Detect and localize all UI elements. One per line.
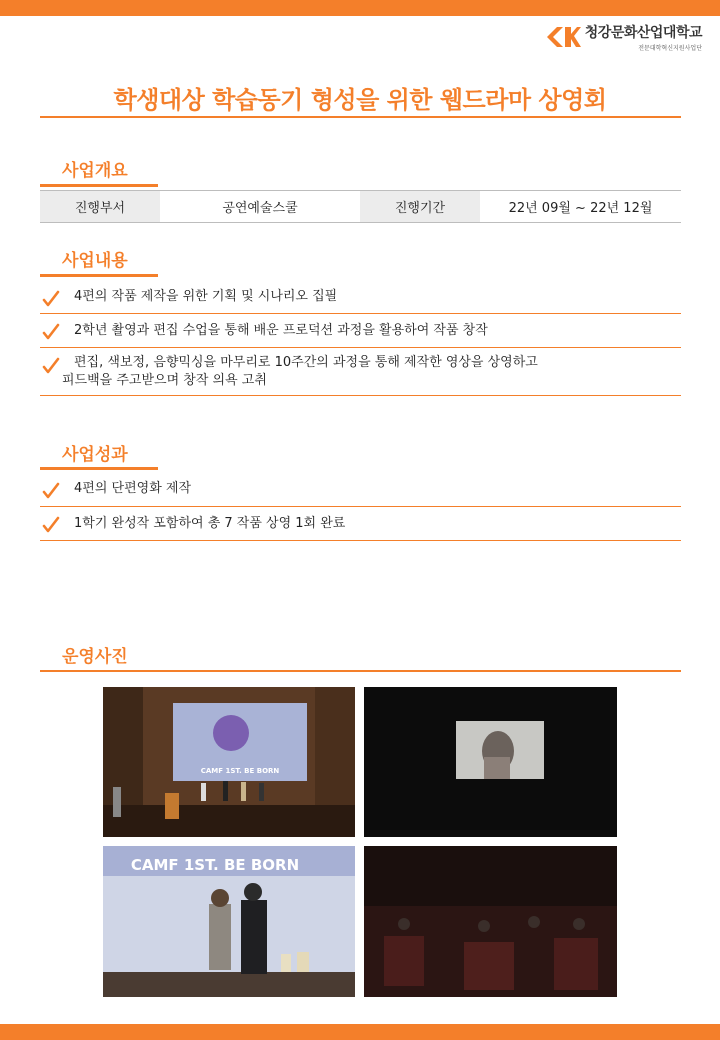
section-results-heading <box>40 440 158 465</box>
overview-table <box>40 190 681 223</box>
photos-divider <box>40 670 681 672</box>
check-icon <box>42 323 60 341</box>
section-content-heading <box>40 246 158 271</box>
photo-audience <box>364 846 617 997</box>
section-results-label: 사업성과 <box>62 445 128 465</box>
university-logo <box>543 22 702 52</box>
logo-subtitle: 전문대학혁신지원사업단 <box>638 45 702 52</box>
list-item <box>40 507 681 541</box>
photo-screening-closeup <box>364 687 617 837</box>
stage-photo-image <box>103 687 355 837</box>
award-photo-image <box>103 846 355 997</box>
audience-photo-image <box>364 846 617 997</box>
dept-value: 공연예술스쿨 <box>222 201 298 216</box>
photo-award-handover <box>103 846 355 997</box>
item-text: 1학기 완성작 포함하여 총 7 작품 상영 1회 완료 <box>74 516 346 531</box>
screen-text: CAMF 1ST. BE BORN <box>200 767 280 775</box>
item-text-line2: 피드백을 주고받으며 창작 의욕 고취 <box>62 373 267 388</box>
screen-text: CAMF 1ST. BE BORN <box>130 856 300 874</box>
section-content-label: 사업내용 <box>62 251 128 271</box>
period-label: 진행기간 <box>360 191 480 222</box>
dept-label: 진행부서 <box>40 191 160 222</box>
item-text: 4편의 단편영화 제작 <box>74 481 191 496</box>
list-item <box>40 314 681 348</box>
content-list <box>40 282 681 396</box>
page-title: 학생대상 학습동기 형성을 위한 웹드라마 상영회 <box>113 86 607 114</box>
check-icon <box>42 290 60 308</box>
section-photos-label: 운영사진 <box>62 647 128 667</box>
section-underline <box>40 467 158 470</box>
list-item <box>40 474 681 507</box>
item-text: 2학년 촬영과 편집 수업을 통해 배운 프로덕션 과정을 활용하여 작품 창작 <box>74 323 488 338</box>
list-item <box>40 282 681 314</box>
results-list <box>40 474 681 541</box>
top-accent-bar <box>0 0 720 16</box>
period-value: 22년 09월 ~ 22년 12월 <box>508 201 653 216</box>
section-underline <box>40 184 158 187</box>
logo-name: 청강문화산업대학교 <box>584 25 702 41</box>
title-divider <box>40 116 681 118</box>
check-icon <box>42 516 60 534</box>
screening-photo-image <box>364 687 617 837</box>
check-icon <box>42 482 60 500</box>
section-photos-heading <box>40 642 158 667</box>
bottom-accent-bar <box>0 1024 720 1040</box>
section-underline <box>40 274 158 277</box>
list-item <box>40 348 681 396</box>
photo-stage-presentation <box>103 687 355 837</box>
photo-grid <box>103 687 617 997</box>
section-overview-label: 사업개요 <box>62 161 128 181</box>
section-overview-heading <box>40 156 158 181</box>
item-text: 편집, 색보정, 음향믹싱을 마무리로 10주간의 과정을 통해 제작한 영상을 상영하고 <box>74 355 538 370</box>
ck-logo-icon <box>543 25 581 49</box>
item-text: 4편의 작품 제작을 위한 기획 및 시나리오 집필 <box>74 289 338 304</box>
check-icon <box>42 357 60 375</box>
